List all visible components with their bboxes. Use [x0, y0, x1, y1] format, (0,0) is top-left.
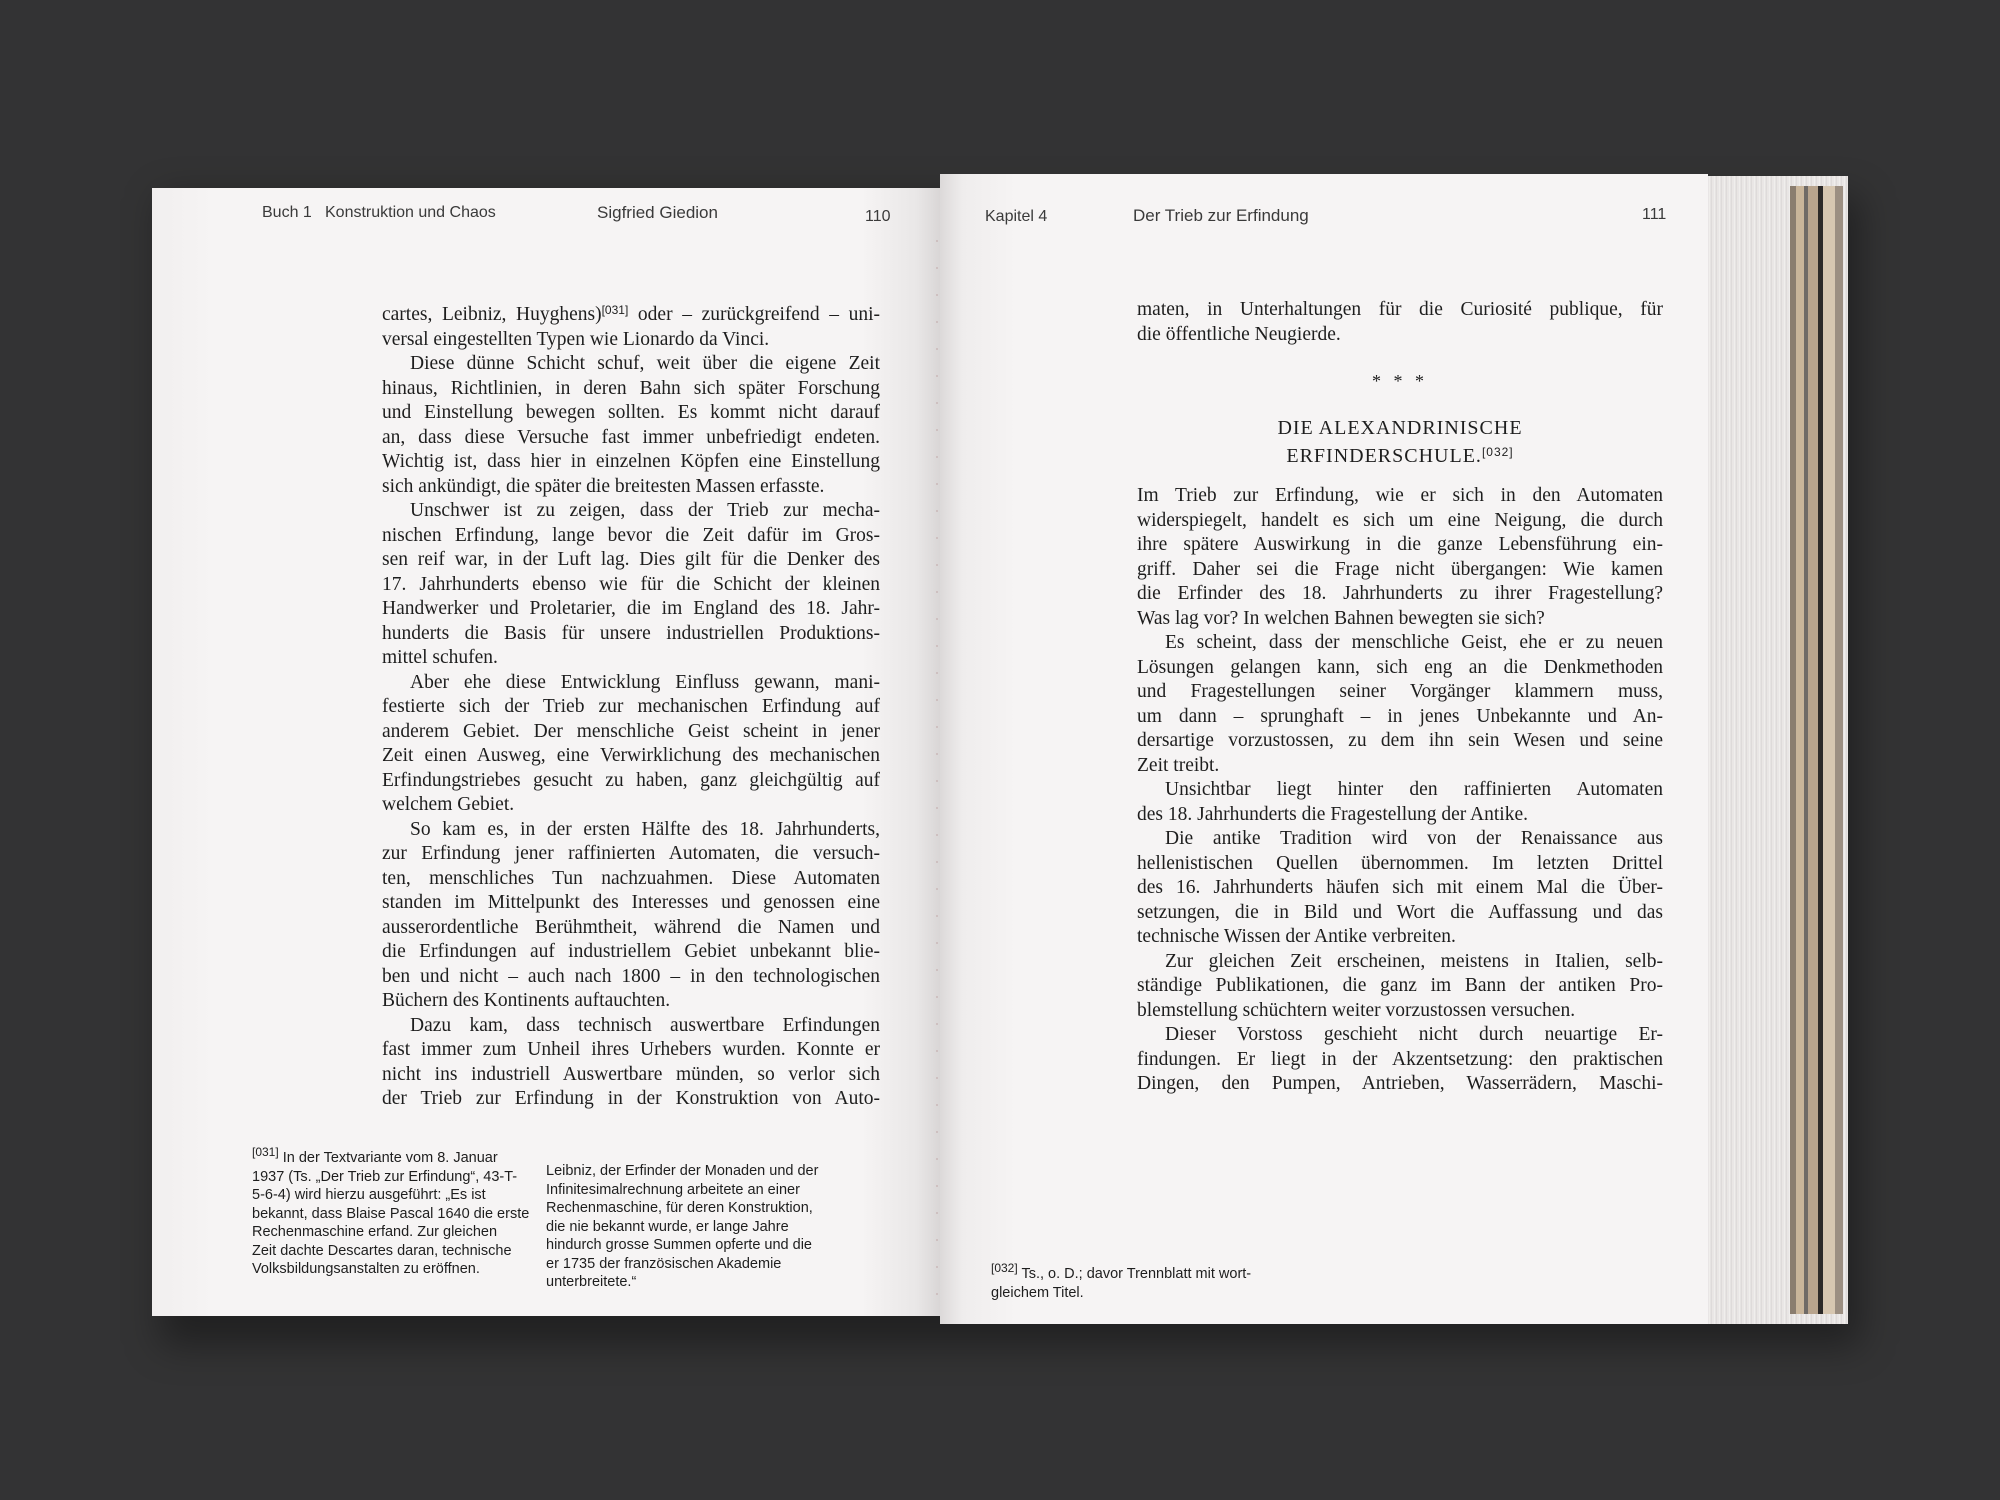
body-line-text: Unschwer ist zu zeigen, dass der Trieb zur mecha-	[410, 500, 880, 521]
body-line-text: mittel schufen.	[382, 647, 498, 668]
footnote-line	[546, 1273, 866, 1292]
body-line-text: und Einstellung bewegen sollten. Es kommt nicht darauf	[382, 402, 880, 423]
header-chapter-label: Kapitel 4	[985, 208, 1048, 225]
body-line-text: technische Wissen der Antike verbreiten.	[1137, 926, 1456, 947]
body-line-text: ihre spätere Auswirkung in die ganze Lebensführung ein-	[1137, 534, 1663, 555]
body-line	[382, 793, 880, 818]
footnote-line-text: Leibniz, der Erfinder der Monaden und der	[546, 1163, 819, 1179]
body-line	[382, 695, 880, 720]
body-line-text: nischen Erfindung, lange bevor die Zeit dafür im Gros-	[382, 524, 880, 546]
body-line-text: Handwerker und Proletarier, die im England des 18. Jahr-	[382, 598, 880, 619]
body-line-text: an, dass diese Versuche fast immer unbefriedigt endeten.	[382, 426, 880, 448]
body-line	[382, 475, 880, 500]
body-line	[382, 818, 880, 843]
body-line-text: und Fragestellungen seiner Vorgänger klammern muss,	[1137, 681, 1663, 702]
body-line-text: setzungen, die in Bild und Wort die Auffassung und das	[1137, 901, 1663, 923]
body-line	[382, 1038, 880, 1063]
body-line	[1137, 1048, 1663, 1073]
edge-band	[1835, 186, 1843, 1314]
left-body-text	[382, 298, 880, 1112]
stitch-dot	[936, 429, 938, 431]
stitch-dot	[936, 699, 938, 701]
body-line	[1137, 509, 1663, 534]
body-line	[382, 1063, 880, 1088]
footnote-line-text: hindurch grosse Summen opferte und die	[546, 1237, 812, 1253]
body-line	[1137, 827, 1663, 852]
footnote-line-text: er 1735 der französischen Akademie	[546, 1255, 782, 1272]
footnote-line	[252, 1242, 532, 1261]
body-line-text: Was lag vor? In welchen Bahnen bewegten sie sich?	[1137, 607, 1545, 629]
body-line	[1137, 582, 1663, 607]
body-line-text: griff. Daher sei die Frage nicht übergangen: Wie kamen	[1137, 558, 1663, 580]
body-line	[1137, 533, 1663, 558]
stitch-dot	[936, 726, 938, 728]
footnote-line	[991, 1259, 1331, 1284]
stitch-dot	[936, 564, 938, 566]
footnote-line	[252, 1168, 532, 1187]
footnote-line	[546, 1255, 866, 1274]
stitch-dot	[936, 969, 938, 971]
body-line-text: der Trieb zur Erfindung in der Konstruktion von Auto-	[382, 1088, 880, 1109]
body-line-text: hellenistischen Quellen übernommen. Im letzten Drittel	[1137, 852, 1663, 874]
body-line-text: hunderts die Basis für unsere industriellen Produktions-	[382, 622, 880, 644]
stitch-dot	[936, 1023, 938, 1025]
body-line	[382, 1014, 880, 1039]
right-intro-text	[1137, 298, 1663, 347]
footnote-line-text: 5-6-4) wird hierzu ausgeführt: „Es ist	[252, 1187, 486, 1203]
body-line-text: hinaus, Richtlinien, in deren Bahn sich später Forschung	[382, 377, 880, 399]
body-line	[382, 352, 880, 377]
stitch-dot	[936, 996, 938, 998]
body-line	[1137, 1023, 1663, 1048]
stitch-dot	[936, 1293, 938, 1295]
edge-band	[1808, 186, 1818, 1314]
body-line	[1137, 298, 1663, 323]
footnote-line	[546, 1162, 866, 1181]
footnote-line-text: die nie bekannt wurde, er lange Jahre	[546, 1218, 789, 1235]
body-line	[1137, 803, 1663, 828]
header-section-title: Konstruktion und Chaos	[325, 204, 496, 221]
stitch-dot	[936, 1131, 938, 1133]
left-page-number: 110	[865, 208, 891, 225]
body-line	[1137, 558, 1663, 583]
stitch-dot	[936, 672, 938, 674]
stitch-dot	[936, 618, 938, 620]
body-line	[382, 377, 880, 402]
footnote-line	[252, 1260, 532, 1279]
body-line-text: anderem Gebiet. Der menschliche Geist scheint in jener	[382, 720, 880, 742]
body-line-text: Unsichtbar liegt hinter den raffinierten Automaten	[1165, 779, 1663, 800]
footnote-line	[252, 1186, 532, 1205]
body-line	[382, 298, 880, 328]
body-line	[382, 916, 880, 941]
body-line-text: ben und nicht – auch nach 1800 – in den technologischen	[382, 965, 880, 987]
right-body-text	[1137, 484, 1663, 1097]
page-edge-color-bands	[1790, 186, 1846, 1314]
footnote-031-col2	[546, 1162, 866, 1292]
body-line	[1137, 852, 1663, 877]
body-line-text: widerspiegelt, handelt es sich um eine Neigung, die durch	[1137, 509, 1663, 531]
body-line	[382, 842, 880, 867]
body-line-text: Büchern des Kontinents auftauchten.	[382, 990, 671, 1011]
body-line	[1137, 607, 1663, 632]
footnote-line-text: Rechenmaschine erfand. Zur gleichen	[252, 1224, 498, 1240]
edge-band	[1796, 186, 1804, 1314]
stitch-dot	[936, 861, 938, 863]
body-line	[382, 720, 880, 745]
header-book-label: Buch 1	[262, 204, 312, 221]
stitch-dot	[936, 834, 938, 836]
body-line-text: Erfindungstriebes gesucht zu haben, ganz gleichgültig auf	[382, 769, 880, 791]
header-author: Sigfried Giedion	[597, 203, 718, 222]
stitch-dot	[936, 1104, 938, 1106]
footnote-line-text: unterbreitete.“	[546, 1274, 637, 1290]
footnote-line	[546, 1181, 866, 1200]
body-line-text: des 16. Jahrhunderts häufen sich mit einem Mal die Über-	[1137, 877, 1663, 898]
stitch-dot	[936, 375, 938, 377]
body-line-text: cartes, Leibniz, Huyghens)	[382, 304, 602, 325]
body-line-text: Im Trieb zur Erfindung, wie er sich in den Automaten	[1137, 485, 1663, 506]
body-line	[382, 891, 880, 916]
body-line	[1137, 925, 1663, 950]
body-line-text: nicht ins industriell Auswertbare münden, so verlor sich	[382, 1063, 880, 1085]
body-line-text: Lösungen gelangen kann, sich eng an die Denkmethoden	[1137, 656, 1663, 678]
body-line	[1137, 876, 1663, 901]
body-line-text: des 18. Jahrhunderts die Fragestellung der Antike.	[1137, 803, 1528, 825]
stitch-dot	[936, 753, 938, 755]
body-line-text: sen reif war, in der Luft lag. Dies gilt für die Denker des	[382, 549, 880, 570]
body-line-text-cont: oder – zurückgreifend – uni-	[628, 304, 880, 325]
stitch-dot	[936, 348, 938, 350]
body-line	[1137, 754, 1663, 779]
body-line-text: versal eingestellten Typen wie Lionardo da Vinci.	[382, 328, 770, 350]
body-line-text: Aber ehe diese Entwicklung Einfluss gewann, mani-	[410, 671, 880, 693]
body-line	[382, 426, 880, 451]
body-line-text: Diese dünne Schicht schuf, weit über die eigene Zeit	[410, 353, 880, 374]
body-line-text: findungen. Er liegt in der Akzentsetzung: den praktischen	[1137, 1048, 1663, 1070]
body-line	[382, 328, 880, 353]
body-line	[382, 499, 880, 524]
stitch-dot	[936, 645, 938, 647]
stitch-dot	[936, 1077, 938, 1079]
stitch-dot	[936, 591, 938, 593]
body-line	[1137, 950, 1663, 975]
footnote-line-text: gleichem Titel.	[991, 1284, 1084, 1301]
footnote-line	[252, 1223, 532, 1242]
footnote-line	[991, 1284, 1331, 1303]
stitch-dot	[936, 240, 938, 242]
footnote-line-text: bekannt, dass Blaise Pascal 1640 die erste	[252, 1205, 530, 1222]
body-line-text: 17. Jahrhunderts ebenso wie für die Schicht der kleinen	[382, 573, 880, 595]
footnote-031-col1	[252, 1143, 532, 1279]
body-line-text: standen im Mittelpunkt des Interesses und genossen eine	[382, 892, 880, 913]
stitch-dot	[936, 510, 938, 512]
body-line	[382, 989, 880, 1014]
footnote-marker[interactable]: [031]	[252, 1145, 279, 1159]
footnote-ref-032[interactable]: [032]	[1481, 445, 1514, 459]
footnote-032	[991, 1259, 1331, 1302]
body-line	[382, 597, 880, 622]
body-line-text: ständige Publikationen, die ganz im Bann der antiken Pro-	[1137, 975, 1663, 996]
footnote-line-text: Ts., o. D.; davor Trennblatt mit wort-	[1017, 1266, 1252, 1282]
body-line	[1137, 729, 1663, 754]
body-line	[382, 401, 880, 426]
stitch-dot	[936, 537, 938, 539]
footnote-line	[546, 1236, 866, 1255]
body-line-text: zur Erfindung jener raffinierten Automaten, die versuch-	[382, 843, 880, 864]
body-line	[1137, 680, 1663, 705]
right-page-number: 111	[1642, 206, 1667, 223]
body-line	[382, 573, 880, 598]
stitch-dot	[936, 321, 938, 323]
body-line	[1137, 1072, 1663, 1097]
body-line	[1137, 974, 1663, 999]
body-line-text: festierte sich der Trieb zur mechanischen Erfindung auf	[382, 696, 880, 717]
footnote-ref-031[interactable]: [031]	[601, 303, 629, 317]
body-line	[382, 1087, 880, 1112]
footnote-line	[546, 1199, 866, 1218]
footnote-line-text: Infinitesimalrechnung arbeitete an einer	[546, 1181, 800, 1198]
footnote-line-text: Rechenmaschine, für deren Konstruktion,	[546, 1200, 813, 1216]
body-line	[382, 622, 880, 647]
heading-line-1: DIE ALEXANDRINISCHE	[1277, 417, 1523, 439]
stitch-dot	[936, 294, 938, 296]
body-line-text: Zur gleichen Zeit erscheinen, meistens in Italien, selb-	[1165, 950, 1663, 972]
body-line-text: dersartige vorzustossen, zu dem ihn sein Wesen und seine	[1137, 730, 1663, 751]
body-line	[382, 671, 880, 696]
body-line-text: Es scheint, dass der menschliche Geist, ehe er zu neuen	[1165, 632, 1663, 653]
section-separator: * * *	[1372, 371, 1428, 391]
body-line-text: Zeit einen Ausweg, eine Verwirklichung des mechanischen	[382, 745, 880, 766]
body-line-text: sich ankündigt, die später die breitesten Massen erfasste.	[382, 475, 825, 497]
body-line	[1137, 999, 1663, 1024]
stitch-dot	[936, 780, 938, 782]
header-chapter-title: Der Trieb zur Erfindung	[1133, 206, 1309, 225]
body-line-text: ausserordentliche Berühmtheit, während die Namen und	[382, 916, 880, 938]
body-line	[382, 524, 880, 549]
body-line	[382, 548, 880, 573]
footnote-marker[interactable]: [032]	[991, 1261, 1018, 1275]
body-line-text: Wichtig ist, dass hier in einzelnen Köpfen eine Einstellung	[382, 451, 880, 472]
gutter-stitching	[934, 240, 940, 1320]
stitch-dot	[936, 483, 938, 485]
heading-line-2	[1137, 440, 1663, 468]
stitch-dot	[936, 888, 938, 890]
body-line	[1137, 631, 1663, 656]
body-line-text: blemstellung schüchtern weiter vorzustossen versuchen.	[1137, 999, 1576, 1021]
body-line-text: die öffentliche Neugierde.	[1137, 323, 1341, 345]
stitch-dot	[936, 1212, 938, 1214]
body-line-text: die Erfindungen auf industriellem Gebiet unbekannt blie-	[382, 941, 880, 962]
edge-band	[1823, 186, 1835, 1314]
body-line	[382, 867, 880, 892]
body-line	[382, 646, 880, 671]
body-line-text: Dazu kam, dass technisch auswertbare Erfindungen	[410, 1014, 880, 1036]
footnote-line	[252, 1143, 532, 1168]
body-line-text: So kam es, in der ersten Hälfte des 18. Jahrhunderts,	[410, 818, 880, 840]
stitch-dot	[936, 915, 938, 917]
body-line-text: fast immer zum Unheil ihres Urhebers wurden. Konnte er	[382, 1039, 880, 1060]
stitch-dot	[936, 402, 938, 404]
body-line-text: Zeit treibt.	[1137, 754, 1220, 776]
footnote-line-text: 1937 (Ts. „Der Trieb zur Erfindung“, 43-T-	[252, 1168, 518, 1185]
footnote-line	[252, 1205, 532, 1224]
body-line	[382, 965, 880, 990]
footnote-line-text: Zeit dachte Descartes daran, technische	[252, 1242, 512, 1259]
body-line	[1137, 323, 1663, 348]
body-line-text: ten, menschliches Tun nachzuahmen. Diese Automaten	[382, 867, 880, 889]
body-line	[1137, 656, 1663, 681]
footnote-line	[546, 1218, 866, 1237]
body-line	[1137, 778, 1663, 803]
body-line	[382, 940, 880, 965]
stitch-dot	[936, 1266, 938, 1268]
stitch-dot	[936, 1239, 938, 1241]
section-heading	[1137, 416, 1663, 468]
heading-line-2-text: ERFINDERSCHULE.	[1286, 445, 1482, 467]
body-line	[1137, 901, 1663, 926]
stitch-dot	[936, 456, 938, 458]
body-line-text: maten, in Unterhaltungen für die Curiosité publique, für	[1137, 299, 1663, 320]
stitch-dot	[936, 267, 938, 269]
body-line	[382, 769, 880, 794]
footnote-line-text: In der Textvariante vom 8. Januar	[278, 1150, 498, 1166]
footnote-line-text: Volksbildungsanstalten zu eröffnen.	[252, 1261, 480, 1277]
body-line-text: die Erfinder des 18. Jahrhunderts zu ihrer Fragestellung?	[1137, 583, 1663, 604]
body-line-text: um dann – sprunghaft – in jenes Unbekannte und An-	[1137, 705, 1663, 727]
stitch-dot	[936, 1158, 938, 1160]
body-line-text: Die antike Tradition wird von der Renaissance aus	[1165, 828, 1663, 849]
stitch-dot	[936, 942, 938, 944]
body-line	[382, 450, 880, 475]
stitch-dot	[936, 1050, 938, 1052]
body-line-text: Dingen, den Pumpen, Antrieben, Wasserrädern, Maschi-	[1137, 1073, 1663, 1094]
stitch-dot	[936, 1185, 938, 1187]
body-line-text: welchem Gebiet.	[382, 794, 515, 815]
stitch-dot	[936, 807, 938, 809]
body-line	[382, 744, 880, 769]
body-line-text: Dieser Vorstoss geschieht nicht durch neuartige Er-	[1165, 1024, 1663, 1045]
body-line	[1137, 484, 1663, 509]
body-line	[1137, 705, 1663, 730]
